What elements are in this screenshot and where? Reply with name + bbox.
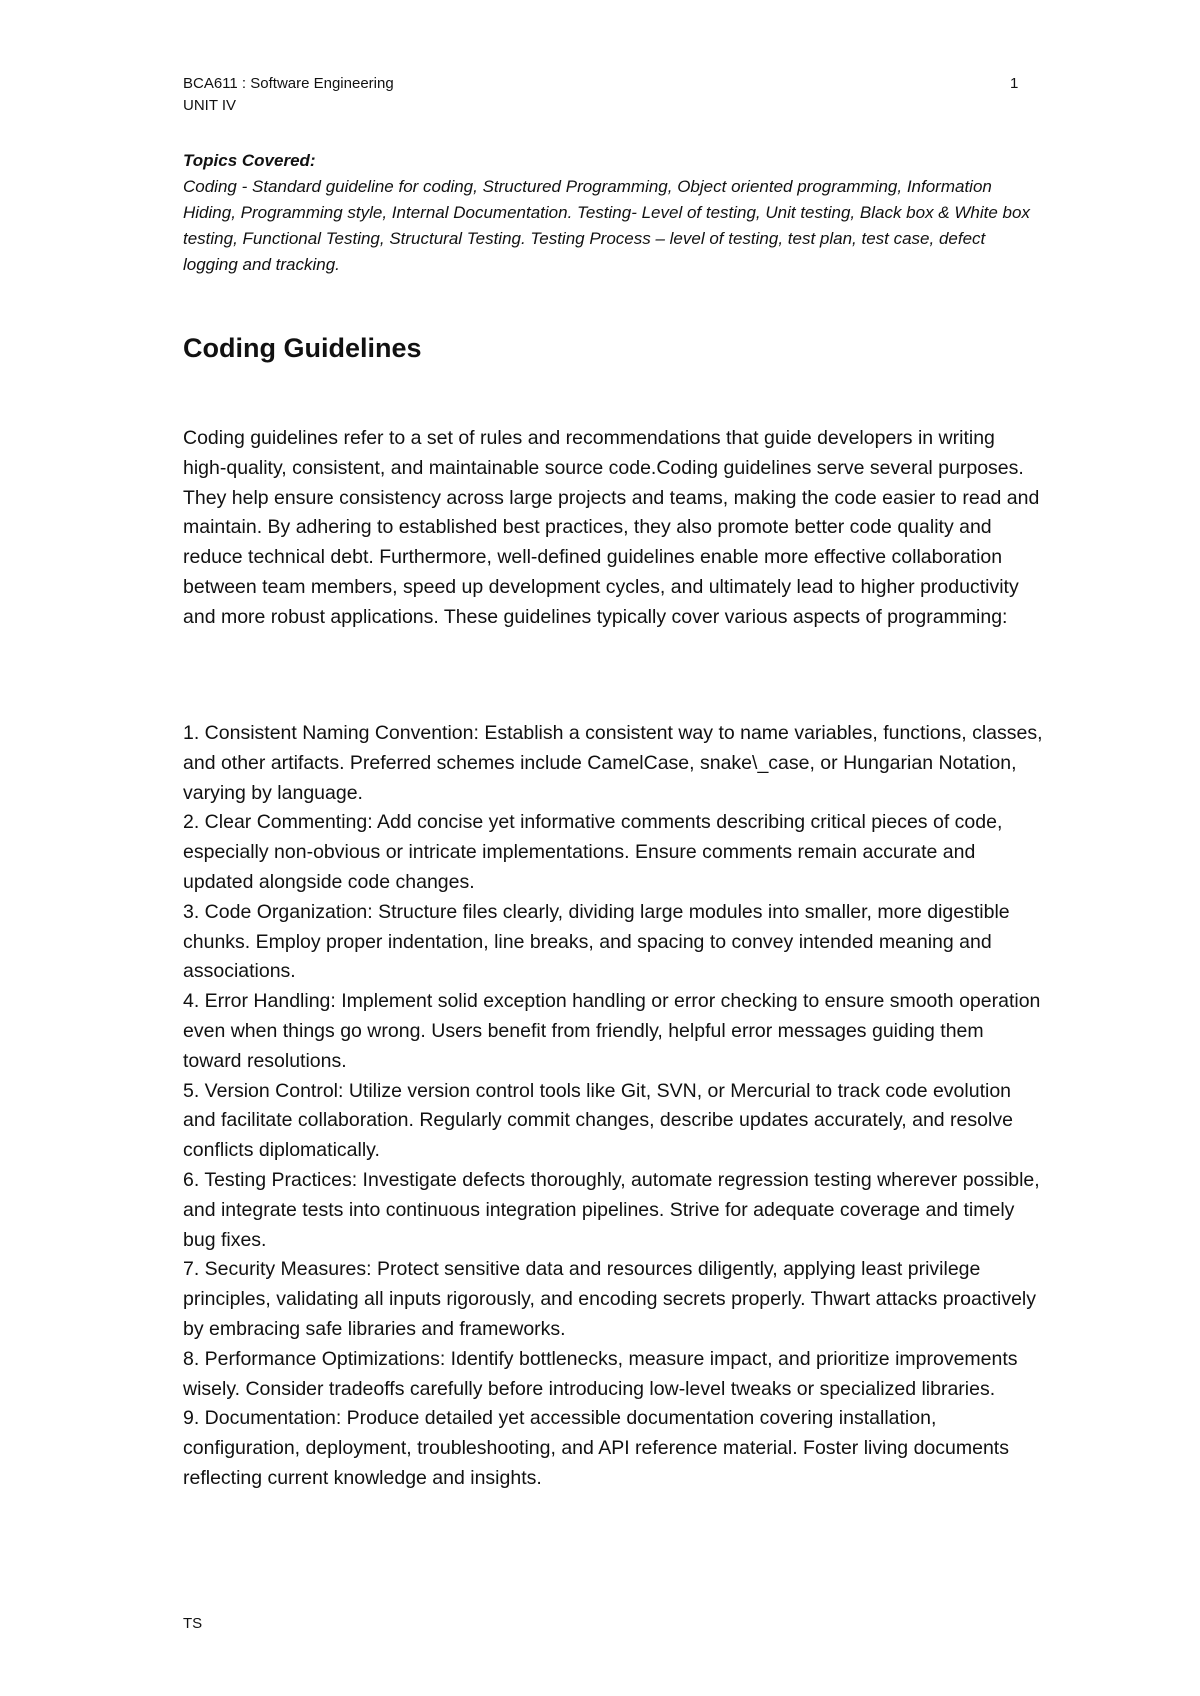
header-course: BCA611 : Software Engineering (183, 75, 394, 92)
section-title: Coding Guidelines (183, 333, 422, 363)
topics-label: Topics Covered: (183, 151, 316, 170)
list-item: 1. Consistent Naming Convention: Establish a consistent way to name variables, functions, classes, and other artifacts. Preferred schemes include CamelCase, snake\_case, or Hungarian Notation, varying by language. (183, 722, 1043, 804)
list-item: 8. Performance Optimizations: Identify bottlenecks, measure impact, and prioritize improvements wisely. Consider tradeoffs carefully before introducing low-level tweaks or specialized libraries. (183, 1347, 1018, 1400)
footer-text: TS (183, 1615, 203, 1632)
page-number: 1 (1010, 75, 1019, 92)
list-item: 4. Error Handling: Implement solid exception handling or error checking to ensure smooth operation even when things go wrong. Users benefit from friendly, helpful error messages guiding them toward resolutions. (183, 990, 1041, 1072)
list-item: 5. Version Control: Utilize version control tools like Git, SVN, or Mercurial to track code evolution and facilitate collaboration. Regularly commit changes, describe updates accurately, and resolve conflicts diplomatically. (183, 1079, 1013, 1162)
list-item: 3. Code Organization: Structure files clearly, dividing large modules into smaller, more digestible chunks. Employ proper indentation, line breaks, and spacing to convey intended meaning and associations. (183, 900, 1010, 983)
guidelines-list (183, 719, 1043, 1494)
intro-paragraph: Coding guidelines refer to a set of rules and recommendations that guide developers in writing high-quality, consistent, and maintainable source code.Coding guidelines serve several purposes. They help ensure consistency across large projects and teams, making the code easier to read and maintain. By adhering to established best practices, they also promote better code quality and reduce technical debt. Furthermore, well-defined guidelines enable more effective collaboration between team members, speed up development cycles, and ultimately lead to higher productivity and more robust applications. These guidelines typically cover various aspects of programming: (183, 427, 1040, 628)
topics-text: Coding - Standard guideline for coding, Structured Programming, Object oriented programming, Information Hiding, Programming style, Internal Documentation. Testing- Level of testing, Unit testing, Black box & White box testing, Functional Testing, Structural Testing. Testing Process – level of testing, test plan, test case, defect logging and tracking. (183, 177, 1030, 274)
list-item: 2. Clear Commenting: Add concise yet informative comments describing critical pieces of code, especially non-obvious or intricate implementations. Ensure comments remain accurate and updated alongside code changes. (183, 811, 1003, 893)
header-unit: UNIT IV (183, 97, 237, 114)
list-item: 7. Security Measures: Protect sensitive data and resources diligently, applying least privilege principles, validating all inputs rigorously, and encoding secrets properly. Thwart attacks proactively by embracing safe libraries and frameworks. (183, 1258, 1037, 1340)
topics-covered (183, 148, 1033, 278)
list-item: 6. Testing Practices: Investigate defects thoroughly, automate regression testing wherever possible, and integrate tests into continuous integration pipelines. Strive for adequate coverage and timely bug fixes. (183, 1168, 1040, 1251)
list-item: 9. Documentation: Produce detailed yet accessible documentation covering installation, configuration, deployment, troubleshooting, and API reference material. Foster living documents reflecting current knowledge and insights. (183, 1407, 1009, 1489)
